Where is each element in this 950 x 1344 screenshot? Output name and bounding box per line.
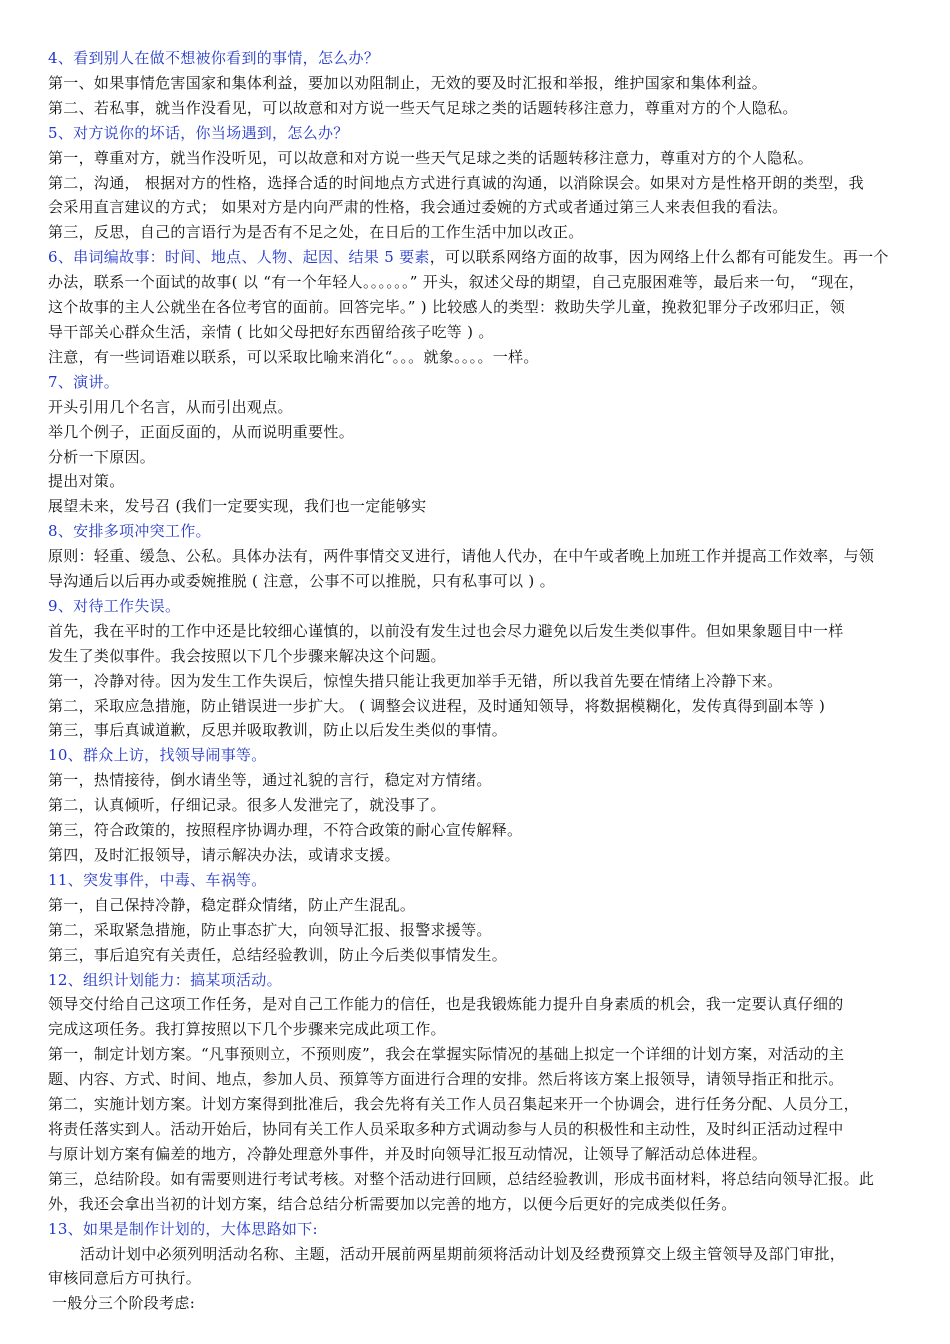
paragraph-line: 第二、若私事，就当作没看见，可以故意和对方说一些天气足球之类的话题转移注意力，尊重对方的个人隐私。 [48, 98, 798, 117]
paragraph-line: 完成这项任务。我打算按照以下几个步骤来完成此项工作。 [48, 1020, 446, 1039]
paragraph-line: 第三，事后追究有关责任，总结经验教训，防止今后类似事情发生。 [48, 945, 508, 964]
paragraph-line: 审核同意后方可执行。 [48, 1269, 202, 1288]
paragraph-line: 与原计划方案有偏差的地方，冷静处理意外事件，并及时向领导汇报互动情况，让领导了解活动总体进程。 [48, 1144, 768, 1163]
paragraph-line: 分析一下原因。 [48, 447, 156, 466]
paragraph-line: 第三，反思，自己的言语行为是否有不足之处，在日后的工作生活中加以改正。 [48, 223, 584, 242]
paragraph-line: 提出对策。 [48, 472, 125, 491]
paragraph-line: 注意，有一些词语难以联系，可以采取比喻来消化“。。。就象。。。。一样。 [48, 347, 539, 366]
paragraph-line: 领导交付给自己这项工作任务，是对自己工作能力的信任，也是我锻炼能力提升自身素质的机会，我一定要认真仔细的 [48, 995, 844, 1014]
section-heading: 6、串词编故事：时间、地点、人物、起因、结果 5 要素 [48, 248, 430, 267]
paragraph-line: 活动计划中必须列明活动名称、主题，活动开展前两星期前须将活动计划及经费预算交上级主管领导及部门审批， [80, 1244, 846, 1263]
paragraph-line: 第一，制定计划方案。“凡事预则立，不预则废”，我会在掌握实际情况的基础上拟定一个详细的计划方案，对活动的主 [48, 1045, 845, 1064]
paragraph-line: 第二，实施计划方案。计划方案得到批准后，我会先将有关工作人员召集起来开一个协调会，进行任务分配、人员分工， [48, 1095, 859, 1114]
paragraph-line: 第二，采取紧急措施，防止事态扩大，向领导汇报、报警求援等。 [48, 920, 492, 939]
section-heading: 4、看到别人在做不想被你看到的事情，怎么办？ [48, 49, 380, 67]
paragraph-line: 开头引用几个名言，从而引出观点。 [48, 397, 293, 416]
paragraph-line: 一般分三个阶段考虑: [52, 1294, 196, 1313]
section-heading: 11、突发事件，中毒、车祸等。 [48, 870, 267, 889]
paragraph-line: 第一、如果事情危害国家和集体利益，要加以劝阻制止，无效的要及时汇报和举报，维护国家和集体利益。 [48, 73, 768, 92]
section-heading: 12、组织计划能力：搞某项活动。 [48, 970, 282, 989]
section-heading: 9、对待工作失误。 [48, 596, 181, 615]
paragraph-line: 举几个例子，正面反面的，从而说明重要性。 [48, 422, 355, 441]
section-heading: 13、如果是制作计划的，大体思路如下: [48, 1219, 318, 1238]
paragraph-line: 首先，我在平时的工作中还是比较细心谨慎的，以前没有发生过也会尽力避免以后发生类似事件。但如果象题目中一样 [48, 621, 844, 640]
paragraph-line: 第一，尊重对方，就当作没听见，可以故意和对方说一些天气足球之类的话题转移注意力，尊重对方的个人隐私。 [48, 148, 814, 167]
paragraph-line: 导沟通后以后再办或委婉推脱 ( 注意，公事不可以推脱，只有私事可以 ) 。 [48, 572, 555, 591]
paragraph-line: 展望未来，发号召 (我们一定要实现，我们也一定能够实 [48, 497, 427, 516]
paragraph-line: 这个故事的主人公就坐在各位考官的面前。回答完毕。” ) 比较感人的类型：救助失学儿童，挽救犯罪分子改邪归正，领 [48, 298, 846, 317]
paragraph-line: 第二，认真倾听，仔细记录。很多人发泄完了，就没事了。 [48, 796, 446, 815]
paragraph-line: 会采用直言建议的方式； 如果对方是内向严肃的性格，我会通过委婉的方式或者通过第三人来表但我的看法。 [48, 198, 788, 217]
section-heading: 8、安排多项冲突工作。 [48, 522, 211, 541]
section-heading: 7、演讲。 [48, 372, 120, 391]
paragraph-line: 第三，符合政策的，按照程序协调办理，不符合政策的耐心宣传解释。 [48, 821, 523, 840]
paragraph-text: ，可以联系网络方面的故事，因为网络上什么都有可能发生。再一个 [429, 248, 889, 267]
section-heading: 5、对方说你的坏话，你当场遇到，怎么办？ [48, 123, 349, 142]
paragraph-line: 外，我还会拿出当初的计划方案，结合总结分析需要加以完善的地方，以便今后更好的完成类似任务。 [48, 1194, 737, 1213]
paragraph-line: 题、内容、方式、时间、地点，参加人员、预算等方面进行合理的安排。然后将该方案上报领导，请领导指正和批示。 [48, 1070, 844, 1089]
paragraph-line: 第一，热情接待，倒水请坐等，通过礼貌的言行，稳定对方情绪。 [48, 771, 492, 790]
paragraph-line: 第一，冷静对待。因为发生工作失误后，惊惶失措只能让我更加举手无错，所以我首先要在情绪上冷静下来。 [48, 671, 783, 690]
paragraph-line: 原则：轻重、缓急、公私。具体办法有，两件事情交叉进行，请他人代办，在中午或者晚上加班工作并提高工作效率，与领 [48, 547, 875, 566]
paragraph-line: 第二，采取应急措施，防止错误进一步扩大。 ( 调整会议进程，及时通知领导，将数据模糊化，发传真得到副本等 ) [48, 696, 826, 715]
paragraph-line: 将责任落实到人。活动开始后，协同有关工作人员采取多种方式调动参与人员的积极性和主动性，及时纠正活动过程中 [48, 1119, 844, 1138]
paragraph-line: 第三，总结阶段。如有需要则进行考试考核。对整个活动进行回顾，总结经验教训，形成书面材料，将总结向领导汇报。此 [48, 1169, 875, 1188]
paragraph-line: 第一，自己保持冷静，稳定群众情绪，防止产生混乱。 [48, 895, 416, 914]
paragraph-line: 第四，及时汇报领导，请示解决办法，或请求支援。 [48, 846, 400, 864]
paragraph-line: 第二，沟通， 根据对方的性格，选择合适的时间地点方式进行真诚的沟通，以消除误会。如果对方是性格开朗的类型，我 [48, 173, 864, 192]
paragraph-line: 第三，事后真诚道歉，反思并吸取教训，防止以后发生类似的事情。 [48, 721, 508, 740]
paragraph-line [48, 245, 910, 270]
paragraph-line: 发生了类似事件。我会按照以下几个步骤来解决这个问题。 [48, 646, 446, 665]
section-heading: 10、群众上访，找领导闹事等。 [48, 746, 267, 765]
paragraph-line: 办法，联系一个面试的故事( 以 “有一个年轻人。。。。。。” 开头，叙述父母的期望，自己克服困难等，最后来一句， “现在， [48, 273, 865, 292]
paragraph-line: 导干部关心群众生活，亲情 ( 比如父母把好东西留给孩子吃等 ) 。 [48, 322, 494, 341]
